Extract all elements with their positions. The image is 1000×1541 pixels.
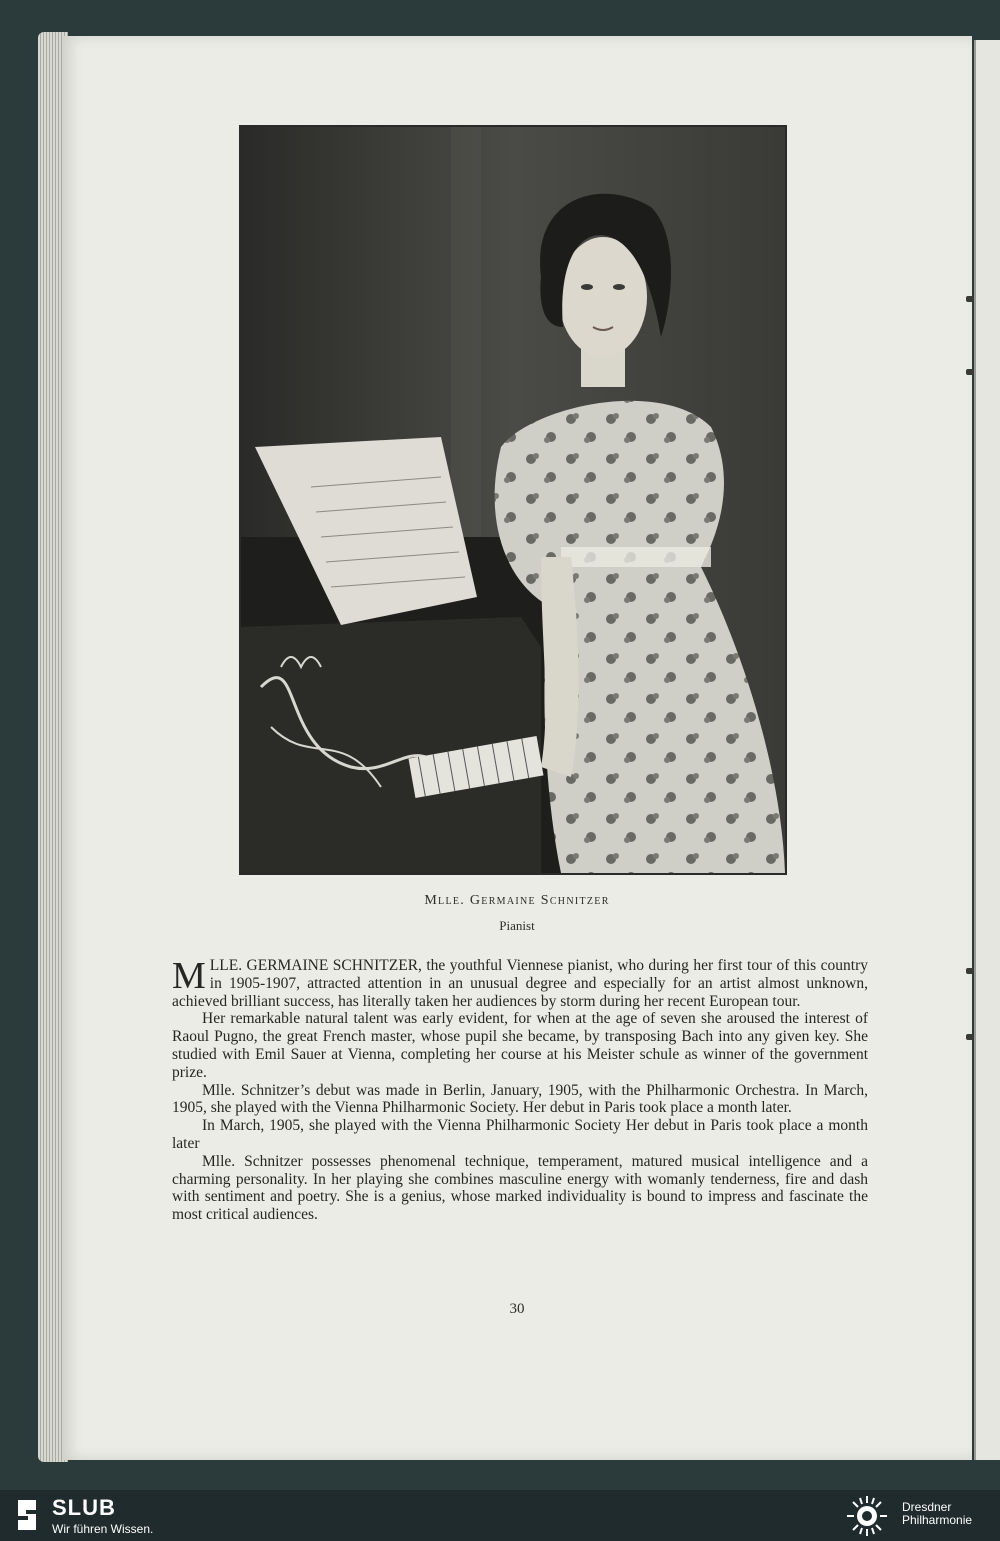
partner-name[interactable] — [902, 1501, 972, 1527]
paragraph: In March, 1905, she played with the Vienna Philharmonic Society Her debut in Paris took place a month later — [172, 1117, 868, 1152]
partner-name-line1: Dresdner — [902, 1500, 952, 1514]
slub-logo-icon[interactable] — [12, 1498, 42, 1532]
paragraph — [172, 957, 868, 1010]
biography-text — [172, 957, 868, 1224]
page-number: 30 — [509, 1301, 525, 1317]
page-mark — [966, 968, 974, 974]
portrait-photo — [239, 125, 787, 875]
paragraph-text: LLE. GERMAINE SCHNITZER, the youthful Viennese pianist, who during her first tour of this country in 1905-1907, attracted attention in an unusual degree and especially for an artist almost unknown, achieved brilliant success, has literally taken her audiences by storm during her recent European tour. — [172, 957, 868, 1010]
photo-caption-role: Pianist — [499, 918, 535, 933]
photo-caption-name: Mlle. Germaine Schnitzer — [424, 893, 610, 908]
partner-name-line2: Philharmonie — [902, 1513, 973, 1527]
viewer-footer — [0, 1490, 1000, 1541]
paragraph: Mlle. Schnitzer’s debut was made in Berlin, January, 1905, with the Philharmonic Orchestra. In March, 1905, she played with the Vienna Philharmonic Society. Her debut in Paris took place a month later. — [172, 1081, 868, 1117]
philharmonie-logo-icon[interactable] — [842, 1495, 892, 1537]
paragraph: Her remarkable natural talent was early evident, for when at the age of seven she aroused the interest of Raoul Pugno, the great French master, whose pupil she became, by transposing Bach into any given key. She studied with Emil Sauer at Vienna, completing her course at his Meister schule as winner of the government prize. — [172, 1010, 868, 1081]
library-tagline: Wir führen Wissen. — [52, 1522, 154, 1536]
paragraph: Mlle. Schnitzer possesses phenomenal technique, temperament, matured musical intelligence and a charming personality. In her playing she combines masculine energy with womanly tenderness, fire and dash with sentiment and poetry. She is a genius, whose marked individuality is bound to impress and fascinate the most critical audiences. — [172, 1152, 868, 1224]
page-mark — [966, 296, 974, 302]
page-mark — [966, 369, 974, 375]
page-mark — [966, 1034, 974, 1040]
drop-cap: M — [172, 955, 206, 997]
pianist-portrait-illustration — [241, 127, 785, 873]
library-name[interactable]: SLUB — [52, 1495, 116, 1520]
next-page-edge — [974, 40, 1000, 1460]
